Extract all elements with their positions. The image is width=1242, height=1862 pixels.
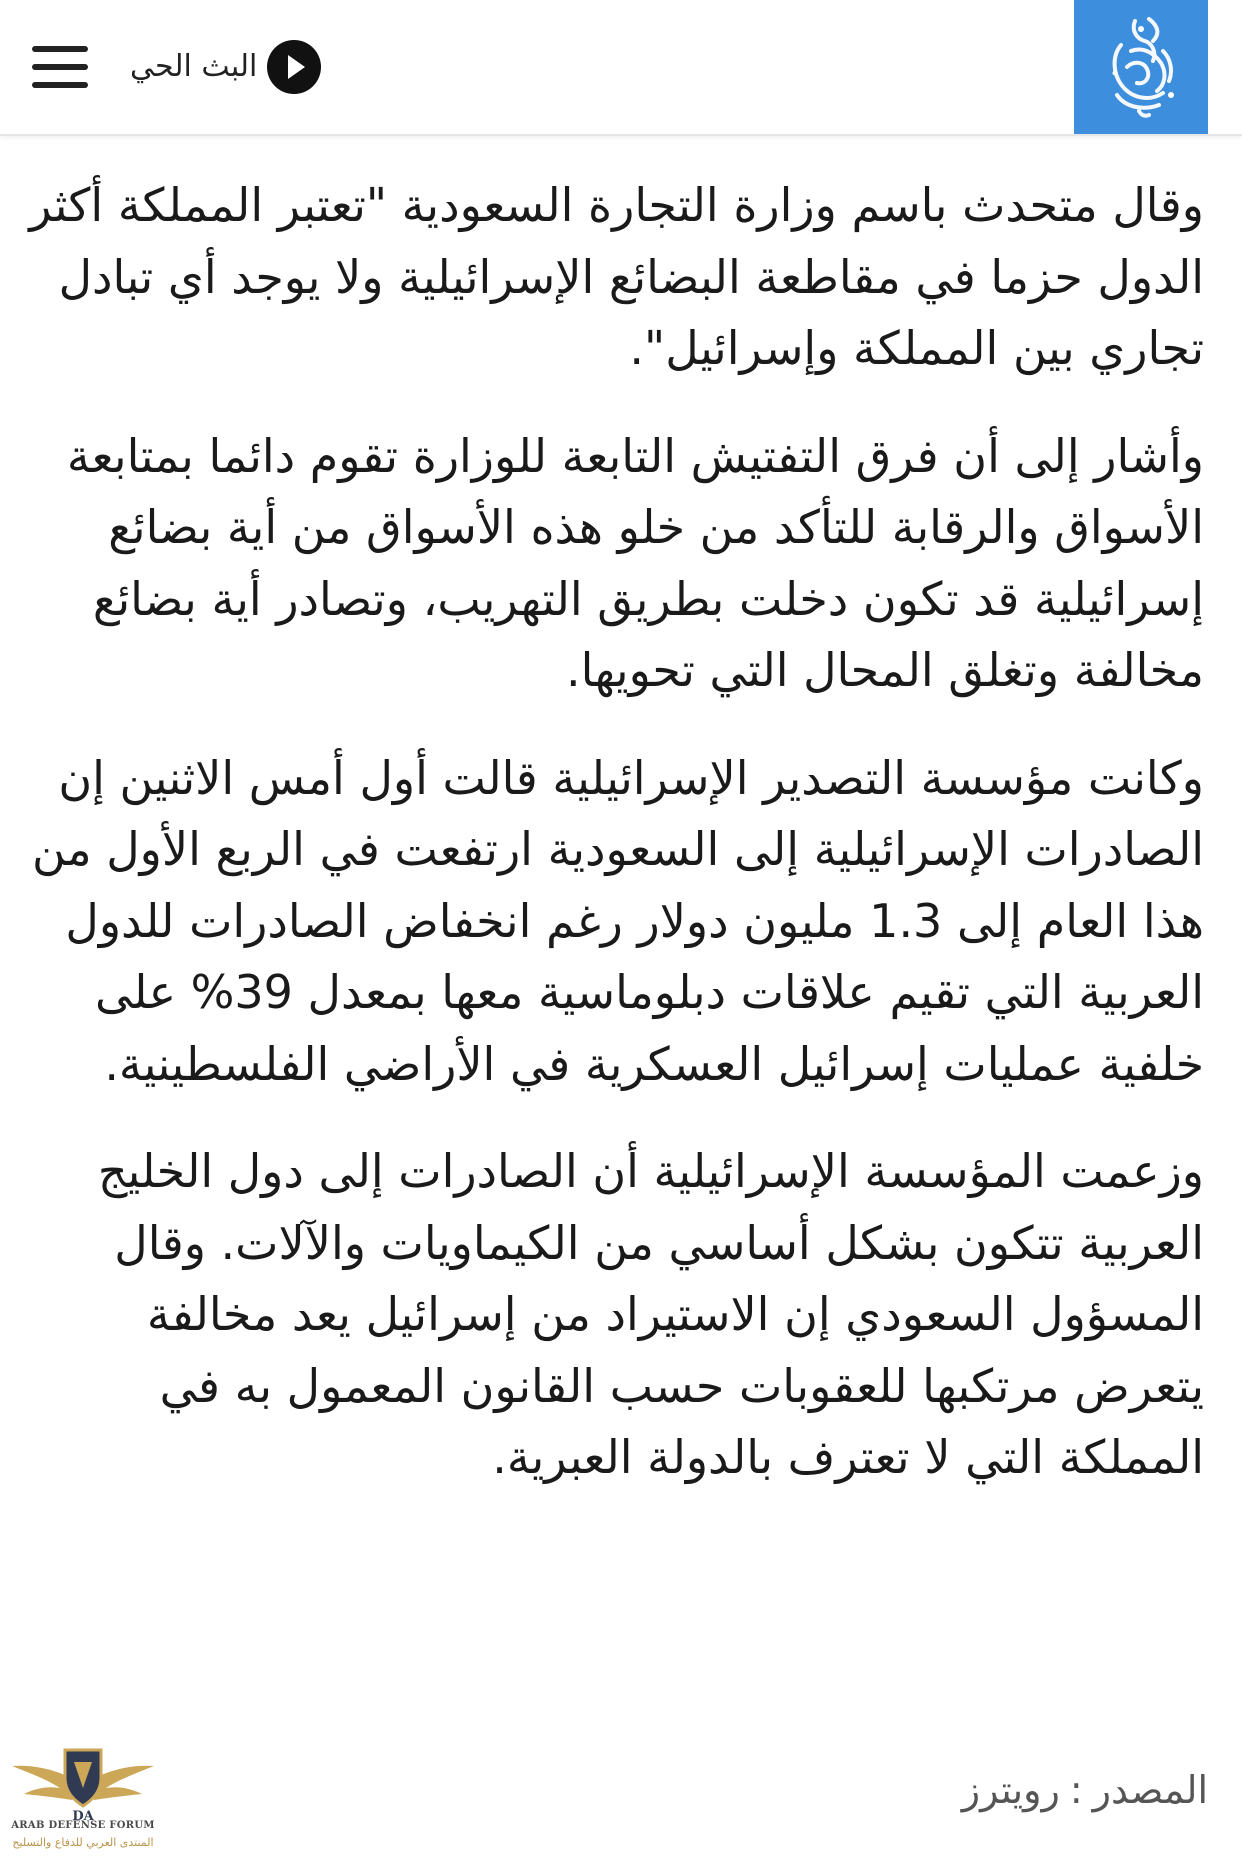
live-stream-button[interactable] [130,40,321,94]
article-body [28,170,1204,1530]
hamburger-menu-icon[interactable] [32,44,88,90]
play-circle-icon [267,40,321,94]
menu-line [32,82,88,88]
source-label: المصدر [1092,1768,1208,1812]
article-paragraph: وقال متحدث باسم وزارة التجارة السعودية "تعتبر المملكة أكثر الدول حزما في مقاطعة البضائع الإسرائيلية ولا يوجد أي تبادل تجاري بين المملكة وإسرائيل". [29,178,1204,375]
source-value: رويترز [961,1768,1060,1812]
top-bar [0,0,1242,136]
article-paragraph: وزعمت المؤسسة الإسرائيلية أن الصادرات إلى دول الخليج العربية تتكون بشكل أساسي من الكيماويات والآلات. وقال المسؤول السعودي إن الاستيراد من إسرائيل يعد مخالفة يتعرض مرتكبها للعقوبات حسب القانون المعمول به في المملكة التي لا تعترف بالدولة العبرية. [97,1144,1204,1484]
forum-watermark [8,1744,158,1860]
watermark-name-ar: المنتدى العربي للدفاع والتسليح [12,1836,154,1849]
article-source [962,1762,1208,1818]
live-stream-label: البث الحي [130,49,258,84]
aljazeera-logo[interactable] [1074,0,1208,134]
article-paragraph: وكانت مؤسسة التصدير الإسرائيلية قالت أول أمس الاثنين إن الصادرات الإسرائيلية إلى السعودية ارتفعت في الربع الأول من هذا العام إلى 1.3 مليون دولار رغم انخفاض الصادرات للدول العربية التي تقيم علاقات دبلوماسية معها بمعدل 39% على خلفية عمليات إسرائيل العسكرية في الأراضي الفلسطينية. [31,750,1204,1091]
watermark-name-en: ARAB DEFENSE FORUM [11,1820,155,1831]
article-paragraph: وأشار إلى أن فرق التفتيش التابعة للوزارة تقوم دائما بمتابعة الأسواق والرقابة للتأكد من خلو هذه الأسواق من أية بضائع إسرائيلية قد تكون دخلت بطريق التهريب، وتصادر أية بضائع مخالفة وتغلق المحال التي تحويها. [66,428,1204,697]
aljazeera-calligraphy-icon [1091,11,1191,123]
winged-shield-icon [8,1744,158,1824]
source-separator: : [1069,1768,1083,1812]
menu-line [32,64,88,70]
watermark-initials: DA [72,1809,94,1824]
menu-line [32,46,88,52]
